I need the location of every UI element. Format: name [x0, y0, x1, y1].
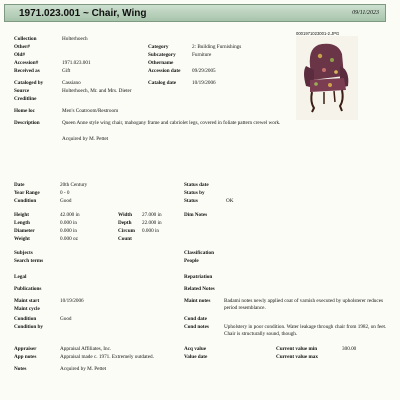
accession-date-value: 09/29/2005	[192, 68, 216, 74]
length-value: 0.000 in	[60, 220, 78, 226]
condition-by-label: Condition by	[14, 324, 43, 330]
app-notes-value: Appraisal made c. 1971. Extremely outdated.	[60, 354, 154, 360]
condition-label: Condition	[14, 198, 37, 204]
print-date: 09/11/2023	[352, 10, 379, 16]
image-filename: 0001971023001-2.JPG	[296, 31, 340, 36]
collection-value: Holterhoech	[62, 36, 88, 42]
circum-value: 0.000 in	[142, 228, 160, 234]
cataloged-by-value: Cassiano	[62, 80, 81, 86]
count-label: Count	[118, 236, 132, 242]
acquired-note: Acquired by M. Pettet	[62, 136, 109, 142]
condition-value: Good	[60, 198, 72, 204]
maint-notes-value: Badami notes newly applied coat of varnish executed by upholsterer reduces period resemblance.	[224, 298, 384, 311]
old-num-label: Old#	[14, 52, 25, 58]
app-notes-label: App notes	[14, 354, 37, 360]
accession-num-value: 1971.023.001	[62, 60, 91, 66]
subjects-label: Subjects	[14, 250, 33, 256]
cataloged-by-label: Cataloged by	[14, 80, 44, 86]
accession-num-label: Accession#	[14, 60, 39, 66]
cond-date-label: Cond date	[184, 316, 207, 322]
date-value: 20th Century	[60, 182, 88, 188]
height-label: Height	[14, 212, 29, 218]
status-date-label: Status date	[184, 182, 209, 188]
weight-label: Weight	[14, 236, 30, 242]
length-label: Length	[14, 220, 30, 226]
lower-condition-label: Condition	[14, 316, 37, 322]
source-label: Source	[14, 88, 30, 94]
circum-label: Circum	[118, 228, 135, 234]
collection-label: Collection	[14, 36, 37, 42]
home-loc-value: Men's Coatroom/Restroom	[62, 108, 119, 114]
record-header	[4, 4, 386, 22]
subcategory-value: Furniture	[192, 52, 212, 58]
cond-notes-label: Cond notes	[184, 324, 209, 330]
year-range-label: Year Range	[14, 190, 40, 196]
record-title: 1971.023.001 ~ Chair, Wing	[19, 8, 147, 19]
year-range-value: 0 - 0	[60, 190, 70, 196]
subcategory-label: Subcategory	[148, 52, 176, 58]
depth-label: Depth	[118, 220, 132, 226]
othername-label: Othername	[148, 60, 174, 66]
value-date-label: Value date	[184, 354, 208, 360]
diameter-value: 0.000 in	[60, 228, 78, 234]
maint-start-label: Maint start	[14, 298, 40, 304]
appraiser-value: Appraisal Affiliates, Inc.	[60, 346, 112, 352]
category-value: 2: Building Furnishings	[192, 44, 242, 50]
chair-photo[interactable]	[296, 36, 358, 120]
status-label: Status	[184, 198, 198, 204]
maint-start-value: 10/19/2006	[60, 298, 84, 304]
status-by-label: Status by	[184, 190, 205, 196]
status-value: OK	[226, 198, 234, 204]
catalog-date-label: Catalog date	[148, 80, 177, 86]
width-label: Width	[118, 212, 133, 218]
publications-label: Publications	[14, 286, 42, 292]
appraiser-label: Appraiser	[14, 346, 37, 352]
diameter-label: Diameter	[14, 228, 35, 234]
height-value: 42.000 in	[60, 212, 80, 218]
notes-value: Acquired by M. Pettet	[60, 366, 107, 372]
cond-notes-value: Upholstery in poor condition. Water leakage through chair from 1982, on feet. Chair is structurally sound, though.	[224, 324, 387, 337]
maint-cycle-label: Maint cycle	[14, 306, 40, 312]
width-value: 27.000 in	[142, 212, 162, 218]
received-as-value: Gift	[62, 68, 71, 74]
description-label: Description	[14, 120, 40, 126]
classification-label: Classification	[184, 250, 214, 256]
weight-value: 0.000 oz	[60, 236, 78, 242]
depth-value: 22.000 in	[142, 220, 162, 226]
repatriation-label: Repatriation	[184, 274, 213, 280]
search-terms-label: Search terms	[14, 258, 44, 264]
description-value: Queen Anne style wing chair, mahogany frame and cabriolet legs, covered in foliate pattern crewel work.	[62, 120, 281, 126]
catalog-date-value: 10/19/2006	[192, 80, 216, 86]
home-loc-label: Home loc	[14, 108, 35, 114]
legal-label: Legal	[14, 274, 27, 280]
people-label: People	[184, 258, 199, 264]
wing-chair-image	[296, 36, 358, 120]
category-label: Category	[148, 44, 169, 50]
lower-condition-value: Good	[60, 316, 72, 322]
received-as-label: Received as	[14, 68, 40, 74]
accession-date-label: Accession date	[148, 68, 181, 74]
date-label: Date	[14, 182, 25, 188]
current-value-max-label: Current value max	[276, 354, 318, 360]
other-num-label: Other#	[14, 44, 30, 50]
related-notes-label: Related Notes	[184, 286, 215, 292]
dim-notes-label: Dim Notes	[184, 212, 208, 218]
acq-value-label: Acq value	[184, 346, 207, 352]
notes-label: Notes	[14, 366, 27, 372]
source-value: Holterhoech, Mr. and Mrs. Dieter	[62, 88, 132, 94]
current-value-min-value: 300.00	[342, 346, 357, 352]
current-value-min-label: Current value min	[276, 346, 318, 352]
creditline-label: Creditline	[14, 96, 37, 102]
maint-notes-label: Maint notes	[184, 298, 211, 304]
